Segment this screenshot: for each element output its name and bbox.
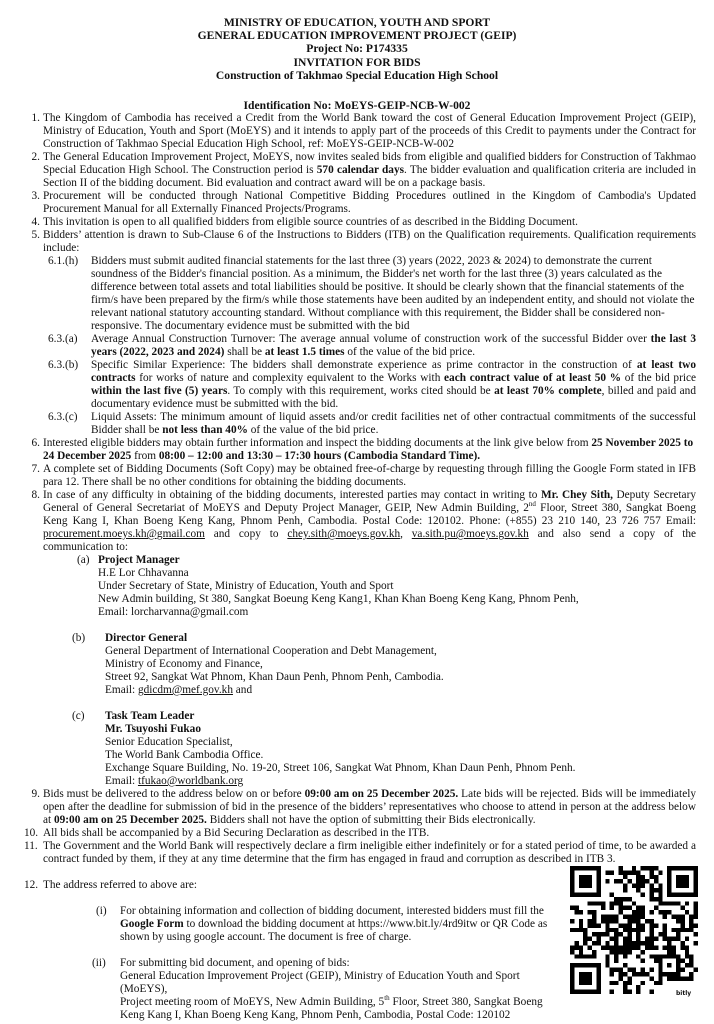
clause-11: [24, 840, 696, 866]
contact-email-line: [105, 775, 696, 788]
subclause-bold: at least 1.5 times: [264, 346, 345, 358]
clause-number: 8.: [31, 489, 40, 501]
clause-text: . The bidder evaluation and qualification criteria are included in Section II of the bidding document. Bid evaluation and contract award will be on a package basis.: [43, 164, 696, 189]
subclause-bold: at least two contracts: [91, 359, 696, 384]
contact-line: General Department of International Cooperation and Debt Management,: [105, 645, 437, 657]
subclause-text: . To comply with this requirement, works cited should be: [227, 385, 495, 397]
subclause-text: for works of nature and complexity equivalent to the Works with: [135, 372, 445, 384]
address-text: Floor, Street 380, Sangkat Boeng Keng Kang I, Khan Boeng Keng Kang, Phnom Penh, Cambodia, Postal Code: 120102: [120, 996, 543, 1021]
clause-number: 1.: [31, 112, 40, 124]
inspection-dates: 25 November 2025 to 24 December 2025: [43, 437, 694, 462]
project-title: GENERAL EDUCATION IMPROVEMENT PROJECT (GEIP): [197, 29, 517, 43]
email-link-tfukao[interactable]: tfukao@worldbank.org: [137, 775, 244, 787]
address-text: For obtaining information and collection of bidding document, interested bidders must fill the: [120, 905, 544, 917]
contact-line: The World Bank Cambodia Office.: [105, 749, 264, 761]
clause-number: 5.: [31, 229, 40, 241]
clause-8: [24, 489, 696, 554]
clause-3: [24, 190, 696, 216]
clause-text: and copy to: [204, 528, 288, 540]
address-line: For submitting bid document, and opening of bids:: [120, 957, 350, 969]
subclause-bold: within the last five (5) years: [91, 385, 228, 397]
contact-line: Senior Education Specialist,: [105, 736, 233, 748]
clause-number: 2.: [31, 151, 40, 163]
clause-7: [24, 463, 696, 489]
clause-text: Bids must be delivered to the address below on or before: [43, 788, 305, 800]
document-header: [0, 16, 714, 82]
contact-line: Exchange Square Building, No. 19-20, Street 106, Sangkat Wat Phnom, Khan Daun Penh, Phnom Penh.: [105, 762, 576, 774]
subclause-text: , billed and paid and documentary evidence must be submitted with the bid.: [91, 385, 696, 410]
subclause-6-3-b: [24, 359, 696, 411]
subclause-bold: the last 3 years (2022, 2023 and 2024): [91, 333, 696, 358]
email-prefix: Email:: [105, 684, 138, 696]
address-text: Project meeting room of MoEYS, New Admin Building, 5: [120, 996, 385, 1008]
address-text: to download the bidding document at https://www.bit.ly/4rd9itw or QR Code as shown by using google account. The document is free of charge.: [120, 918, 548, 943]
subclause-text: of the bid price: [621, 372, 697, 384]
email-suffix: and: [232, 684, 253, 696]
address-label: (ii): [92, 957, 106, 969]
subclause-text: Specific Similar Experience: The bidders shall demonstrate experience as prime contractor in the construction of: [91, 359, 637, 371]
clause-text: The address referred to above are:: [43, 879, 197, 891]
email-link-gdicdm[interactable]: gdicdm@mef.gov.kh: [137, 684, 233, 696]
ordinal-suffix: th: [384, 994, 390, 1003]
clause-text: Deputy Secretary General of General Secretariat of MoEYS and Deputy Project Manager, GEIP, New Admin Building, 2: [43, 489, 696, 514]
bid-opening-time: 09:00 am on 25 December 2025.: [53, 814, 207, 826]
subclause-text: of the value of the bid price.: [247, 424, 379, 436]
contact-label: (c): [72, 710, 85, 722]
clause-text: All bids shall be accompanied by a Bid Securing Declaration as described in the ITB.: [43, 827, 430, 839]
clause-1: [24, 112, 696, 151]
construction-title: Construction of Takhmao Special Education High School: [215, 68, 499, 82]
clause-text: Bidders’ attention is drawn to Sub-Clause 6 of the Instructions to Bidders (ITB) on the Qualification requirements. Qualification requirements include:: [43, 229, 696, 254]
clause-text: ,: [400, 528, 412, 540]
clause-text: In case of any difficulty in obtaining of the bidding documents, interested parties may contact in writing to: [43, 489, 541, 501]
clause-text: The Government and the World Bank will respectively declare a firm ineligible either indefinitely or for a stated period of time, to be awarded a contract funded by them, if they at any time determine that the firm has engaged in fraud and corruption as described in ITB 3.: [43, 840, 696, 865]
address-line: General Education Improvement Project (GEIP), Ministry of Education Youth and Sport (MoEYS),: [120, 970, 520, 995]
contact-line: Street 92, Sangkat Wat Phnom, Khan Daun Penh, Phnom Penh, Cambodia.: [105, 671, 444, 683]
contact-project-manager: [24, 554, 696, 619]
clause-10: [24, 827, 696, 840]
subclause-6-3-a: [24, 333, 696, 359]
contact-email-line: [105, 684, 696, 697]
contact-name: Mr. Chey Sith,: [540, 489, 613, 501]
contact-title: Task Team Leader: [105, 710, 195, 722]
clause-4: [24, 216, 696, 229]
subclause-text: Average Annual Construction Turnover: The average annual volume of construction work of the successful Bidder over: [91, 333, 651, 345]
clause-number: 6.: [31, 437, 40, 449]
contact-line: Ministry of Economy and Finance,: [105, 658, 263, 670]
clause-5: [24, 229, 696, 255]
contact-name: Mr. Tsuyoshi Fukao: [105, 723, 201, 735]
contact-director-general: [24, 632, 696, 697]
contact-line: H.E Lor Chhavanna: [98, 567, 189, 579]
clause-number: 9.: [31, 788, 40, 800]
subclause-bold: each contract value of at least 50 %: [444, 372, 622, 384]
clause-text: Late bids will be rejected. Bids will be immediately open after the deadline for submission of bid in the presence of the bidders’ representatives who choose to attend in person at the address below at: [43, 788, 696, 826]
contact-line: New Admin building, St 380, Sangkat Boeung Keng Kang1, Khan Khan Boeng Keng Kang, Phnom Penh,: [98, 593, 579, 605]
clause-2: [24, 151, 696, 190]
contact-task-team-leader: [24, 710, 696, 788]
project-number: Project No: P174335: [306, 42, 408, 56]
email-link-va-sith[interactable]: va.sith.pu@moeys.gov.kh: [411, 528, 529, 540]
subclause-text: of the value of the bid price.: [344, 346, 476, 358]
clause-number: 12.: [24, 879, 39, 891]
clause-number: 3.: [31, 190, 40, 202]
construction-period: 570 calendar days: [316, 164, 404, 176]
clause-text: Interested eligible bidders may obtain further information and inspect the bidding documents at the link give below from: [43, 437, 592, 449]
clause-9: [24, 788, 696, 827]
subclause-bold: at least 70% complete: [494, 385, 602, 397]
contact-email: Email: lorcharvanna@gmail.com: [98, 606, 249, 618]
ministry-title: MINISTRY OF EDUCATION, YOUTH AND SPORT: [223, 16, 491, 29]
bid-deadline: 09:00 am on 25 December 2025.: [304, 788, 459, 800]
contact-line: Under Secretary of State, Ministry of Education, Youth and Sport: [98, 580, 394, 592]
clause-text: Floor, Street 380, Sangkat Boeng Keng Kang I, Khan Boeng Keng Kang, Phnom Penh, Cambodia. Postal Code: 120102. Phone: (+855) 23 210 140, 23 726 757 Email:: [43, 502, 696, 527]
email-link-chey-sith[interactable]: chey.sith@moeys.gov.kh: [287, 528, 401, 540]
clause-text: Bidders shall not have the option of submitting their Bids electronically.: [206, 814, 536, 826]
subclause-6-1-h: [24, 255, 696, 333]
identification-number: Identification No: MoEYS-GEIP-NCB-W-002: [243, 99, 471, 112]
clause-number: 11.: [24, 840, 38, 852]
email-link-procurement[interactable]: procurement.moeys.kh@gmail.com: [43, 528, 205, 540]
subclause-bold: not less than 40%: [162, 424, 248, 436]
clause-text: The Kingdom of Cambodia has received a Credit from the World Bank toward the cost of General Education Improvement Project (GEIP), Ministry of Education, Youth and Sport (MoEYS) and it intends to apply part of the proceeds of this Credit to payments under the Contract for Construction of Takhmao Special Education High School, ref: MoEYS-GEIP-NCB-W-002: [43, 112, 696, 150]
address-line: [120, 996, 560, 1022]
invitation-title: INVITATION FOR BIDS: [293, 55, 421, 69]
contact-title: Director General: [105, 632, 188, 644]
subclause-label: 6.3.(c): [48, 411, 78, 423]
clause-number: 10.: [24, 827, 39, 839]
clause-6: [24, 437, 696, 463]
clause-text: The General Education Improvement Project, MoEYS, now invites sealed bids from eligible and qualified bidders for Construction of Takhmao Special Education High School. The Construction period is: [43, 151, 696, 176]
address-submitting-bids: [24, 957, 560, 1022]
contact-title: Project Manager: [98, 554, 180, 566]
email-prefix: Email:: [105, 775, 138, 787]
clause-text: Procurement will be conducted through National Competitive Bidding Procedures outlined in the Kingdom of Cambodia's Updated Procurement Manual for all Externally Financed Projects/Programs.: [43, 190, 696, 215]
subclause-text: Bidders must submit audited financial statements for the last three (3) years (2022, 2023 & 2024) to demonstrate the current soundness of the Bidder's financial position. As a minimum, the Bidder's net worth for the last three (3) years calculated as the difference between total assets and total liabilities should be positive. It should be clearly shown that the financial statements of the firm/s have been prepared by the firm/s while those statements have been audited by an independent entity, and should not violate the relevant national statutory accounting standard. Without compliance with this requirement, the Bidder shall be considered non-responsive. The documentary evidence must be submitted with the bid: [91, 255, 695, 332]
clause-number: 7.: [31, 463, 40, 475]
subclause-text: shall be: [224, 346, 265, 358]
subclause-6-3-c: [24, 411, 696, 437]
clause-text: from: [131, 450, 159, 462]
google-form-label: Google Form: [120, 918, 184, 930]
subclause-text: Liquid Assets: The minimum amount of liquid assets and/or credit facilities net of other contractual commitments of the successful Bidder shall be: [91, 411, 696, 436]
address-label: (i): [96, 905, 107, 917]
address-obtaining-documents: [24, 905, 560, 944]
contact-label: (a): [77, 554, 90, 566]
subclause-label: 6.3.(a): [48, 333, 78, 345]
clause-text: and also send a copy of the communication to:: [43, 528, 696, 553]
subclause-label: 6.3.(b): [48, 359, 79, 371]
bitly-logo: bitly: [676, 990, 692, 997]
clause-number: 4.: [31, 216, 40, 228]
contact-label: (b): [72, 632, 86, 644]
ordinal-suffix: nd: [528, 500, 536, 509]
clause-text: A complete set of Bidding Documents (Soft Copy) may be obtained free-of-charge by requesting through filling the Google Form stated in IFB para 12. There shall be no other conditions for obtaining the bidding documents.: [43, 463, 696, 488]
clause-text: This invitation is open to all qualified bidders from eligible source countries of as described in the Bidding Document.: [43, 216, 578, 228]
qr-code-icon[interactable]: [570, 866, 698, 994]
inspection-hours: 08:00 – 12:00 and 13:30 – 17:30 hours (Cambodia Standard Time).: [158, 450, 481, 462]
subclause-label: 6.1.(h): [48, 255, 79, 267]
